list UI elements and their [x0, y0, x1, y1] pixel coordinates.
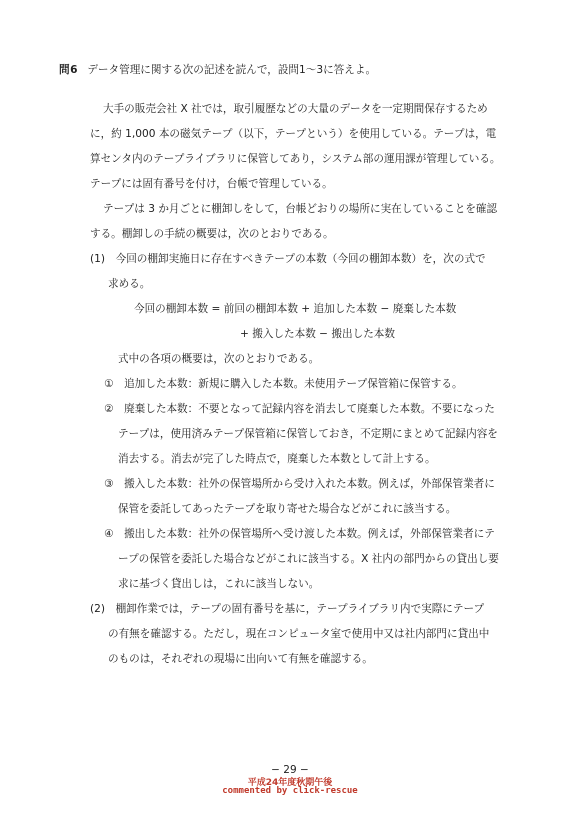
- body-line: する。棚卸しの手続の概要は，次のとおりである。: [90, 228, 334, 240]
- body-line: テープは，使用済みテープ保管箱に保管しておき，不定期にまとめて記録内容を: [118, 428, 498, 440]
- body-line: テープは 3 か月ごとに棚卸しをして，台帳どおりの場所に実在していることを確認: [103, 203, 498, 215]
- question-number: 問6: [59, 64, 78, 76]
- body-line: 保管を委託してあったテープを取り寄せた場合などがこれに該当する。: [118, 503, 457, 515]
- formula-line-2: + 搬入した本数 − 搬出した本数: [240, 328, 395, 340]
- body-line: 式中の各項の概要は，次のとおりである。: [118, 353, 320, 365]
- body-line: のものは，それぞれの現場に出向いて有無を確認する。: [108, 653, 373, 665]
- procedure-item-2: (2) 棚卸作業では，テープの固有番号を基に，テープライブラリ内で実際にテープ: [90, 603, 485, 615]
- body-line: 求める。: [108, 278, 151, 290]
- term-item-2: ② 廃棄した本数：不要となって記録内容を消去して廃棄した本数。不要になった: [104, 403, 495, 415]
- body-line: 求に基づく貸出しは，これに該当しない。: [118, 578, 320, 590]
- body-line: に，約 1,000 本の磁気テープ（以下，テープという）を使用している。テープは，電: [90, 128, 497, 140]
- comment-label: commented by click-rescue: [222, 786, 358, 796]
- exam-label: 平成24年度秋期午後: [247, 778, 333, 788]
- body-line: テープには固有番号を付け，台帳で管理している。: [90, 178, 333, 190]
- body-line: の有無を確認する。ただし，現在コンピュータ室で使用中又は社内部門に貸出中: [108, 628, 490, 640]
- term-item-4: ④ 搬出した本数：社外の保管場所へ受け渡した本数。例えば，外部保管業者にテ: [104, 528, 495, 540]
- formula-line-1: 今回の棚卸本数 = 前回の棚卸本数 + 追加した本数 − 廃棄した本数: [134, 303, 457, 315]
- body-line: 大手の販売会社 X 社では，取引履歴などの大量のデータを一定期間保存するため: [103, 103, 488, 115]
- question-heading: [59, 62, 376, 77]
- term-item-1: ① 追加した本数：新規に購入した本数。未使用テープ保管箱に保管する。: [104, 378, 463, 390]
- body-line: 算センタ内のテープライブラリに保管してあり，システム部の運用課が管理している。: [90, 153, 501, 165]
- term-item-3: ③ 搬入した本数：社外の保管場所から受け入れた本数。例えば，外部保管業者に: [104, 478, 495, 490]
- procedure-item-1: (1) 今回の棚卸実施日に存在すべきテープの本数（今回の棚卸本数）を，次の式で: [90, 253, 486, 265]
- body-line: 消去する。消去が完了した時点で，廃棄した本数として計上する。: [118, 453, 436, 465]
- question-instruction: データ管理に関する次の記述を読んで，設問1～3に答えよ。: [87, 64, 377, 76]
- body-line: ープの保管を委託した場合などがこれに該当する。X 社内の部門からの貸出し要: [118, 553, 499, 565]
- page-number: − 29 −: [271, 764, 309, 776]
